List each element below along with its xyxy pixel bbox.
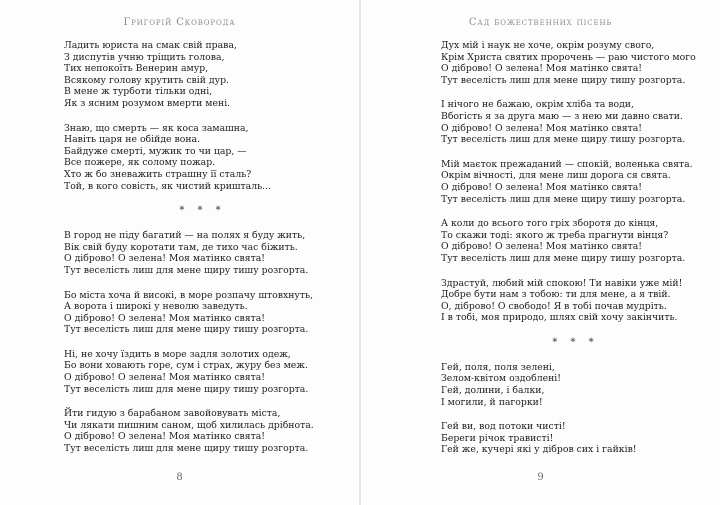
verse-line: То скажи тоді: якого ж треба прагнути вінця?	[441, 229, 669, 241]
verse-line: Мій маєток прежаданий — спокій, воленька свята.	[441, 158, 693, 170]
stanza	[64, 123, 341, 193]
verse-line: О діброво! О зелена! Моя матінко свята!	[64, 431, 266, 443]
poem-body	[441, 40, 710, 469]
stanza	[64, 408, 341, 454]
stanza	[441, 278, 710, 324]
verse-line: І нічого не бажаю, окрім хліба та води,	[441, 99, 634, 111]
stanza	[64, 230, 341, 276]
verse-line: О діброво! О зелена! Моя матінко свята!	[441, 63, 643, 75]
verse-line: В мене ж турботи тільки одні,	[64, 86, 213, 98]
verse-line: Ладить юриста на смак свій права,	[64, 40, 237, 51]
verse-line: Тут веселість лиш для мене щиру тишу розгорта.	[441, 74, 686, 86]
verse-line: Здрастуй, любий мій спокою! Ти навіки уже мій!	[441, 277, 683, 289]
verse-line: О, діброво! О свободо! Я в тобі почав мудріть.	[441, 300, 667, 312]
verse-line: Окрім вічності, для мене лиш дорога ся свята.	[441, 170, 671, 182]
stanza	[64, 290, 341, 336]
verse-line: Вік свій буду коротати там, де тихо час біжить.	[64, 241, 298, 253]
stanza	[441, 159, 710, 205]
verse-line: Хто ж бо зневажить страшну її сталь?	[64, 168, 252, 180]
verse-line: Крім Христа святих пророчень — раю чистого мого	[441, 51, 696, 63]
page-number: 8	[176, 472, 183, 483]
stanza	[441, 99, 710, 145]
verse-line: О діброво! О зелена! Моя матінко свята!	[64, 253, 266, 265]
verse-line: Знаю, що смерть — як коса замашна,	[64, 122, 249, 134]
verse-line: Добре бути нам з тобою: ти для мене, а я твій.	[441, 289, 671, 301]
verse-line: Чи лякати пишним саном, щоб хилилась дрібнота.	[64, 419, 314, 431]
verse-line: В город не піду багатий — на полях я буду жить,	[64, 230, 306, 242]
verse-line: Ні, не хочу їздить в море задля золотих одеж,	[64, 348, 291, 360]
verse-line: О діброво! О зелена! Моя матінко свята!	[441, 241, 643, 253]
section-separator: * * *	[552, 336, 599, 348]
stanza	[441, 218, 710, 264]
verse-line: Тут веселість лиш для мене щиру тишу розгорта.	[441, 252, 686, 264]
verse-line: І могили, й пагорки!	[441, 396, 543, 408]
left-page	[0, 0, 359, 505]
verse-line: Бо вони ховають горе, сум і страх, журу без меж.	[64, 360, 308, 372]
right-page	[361, 0, 720, 505]
verse-line: Гей же, кучері які у дібров сих і гайків!	[441, 444, 637, 456]
verse-line: І в тобі, моя природо, шлях свій хочу закінчить.	[441, 312, 678, 324]
verse-line: Байдуже смерті, мужик то чи цар, —	[64, 145, 247, 157]
verse-line: Береги річок трависті!	[441, 432, 554, 444]
verse-line: З диспутів учню тріщить голова,	[64, 51, 225, 63]
running-header: Сад божественних пісень	[468, 17, 613, 28]
stanza	[64, 40, 341, 110]
verse-line: Гей, долини, і балки,	[441, 385, 545, 397]
verse-line: Тут веселість лиш для мене щиру тишу розгорта.	[64, 264, 309, 276]
page-number: 9	[537, 472, 544, 483]
verse-line: А ворота і широкі у неволю заведуть.	[64, 301, 248, 313]
stanza	[441, 40, 710, 86]
verse-line: О діброво! О зелена! Моя матінко свята!	[64, 312, 266, 324]
poem-body	[64, 40, 341, 468]
verse-line: Вбогість я за друга маю — з нею ми давно свати.	[441, 110, 683, 122]
verse-line: А коли до всього того гріх зборотя до кінця,	[441, 218, 659, 230]
running-header: Григорій Сковорода	[123, 17, 236, 28]
verse-line: Тут веселість лиш для мене щиру тишу розгорта.	[64, 443, 309, 455]
verse-line: Тут веселість лиш для мене щиру тишу розгорта.	[441, 134, 686, 146]
verse-line: Йти гидую з барабаном завойовувать міста,	[64, 408, 281, 420]
verse-line: Тут веселість лиш для мене щиру тишу розгорта.	[64, 324, 309, 336]
verse-line: О діброво! О зелена! Моя матінко свята!	[64, 372, 266, 384]
verse-line: Гей, поля, поля зелені,	[441, 361, 555, 373]
verse-line: О діброво! О зелена! Моя матінко свята!	[441, 181, 643, 193]
section-separator: * * *	[179, 205, 226, 217]
verse-line: Тих непокоїть Венерин амур,	[64, 63, 209, 75]
verse-line: О діброво! О зелена! Моя матінко свята!	[441, 122, 643, 134]
stanza	[441, 362, 710, 408]
stanza	[64, 349, 341, 395]
verse-line: Тут веселість лиш для мене щиру тишу розгорта.	[441, 193, 686, 205]
verse-line: Тут веселість лиш для мене щиру тишу розгорта.	[64, 383, 309, 395]
verse-line: Навіть царя не обійде вона.	[64, 134, 201, 146]
verse-line: Зелом-квітом оздоблені!	[441, 373, 562, 385]
verse-line: Бо міста хоча й високі, в море розпачу штовхнуть,	[64, 289, 314, 301]
verse-line: Як з ясним розумом вмерти мені.	[64, 97, 231, 109]
verse-line: Все пожере, як солому пожар.	[64, 157, 216, 169]
verse-line: Той, в кого совість, як чистий кришталь...	[64, 180, 272, 192]
verse-line: Всякому голову крутить свій дур.	[64, 74, 229, 86]
verse-line: Дух мій і наук не хоче, окрім розуму свого,	[441, 40, 655, 51]
stanza	[441, 421, 710, 456]
verse-line: Гей ви, вод потоки чисті!	[441, 421, 566, 433]
